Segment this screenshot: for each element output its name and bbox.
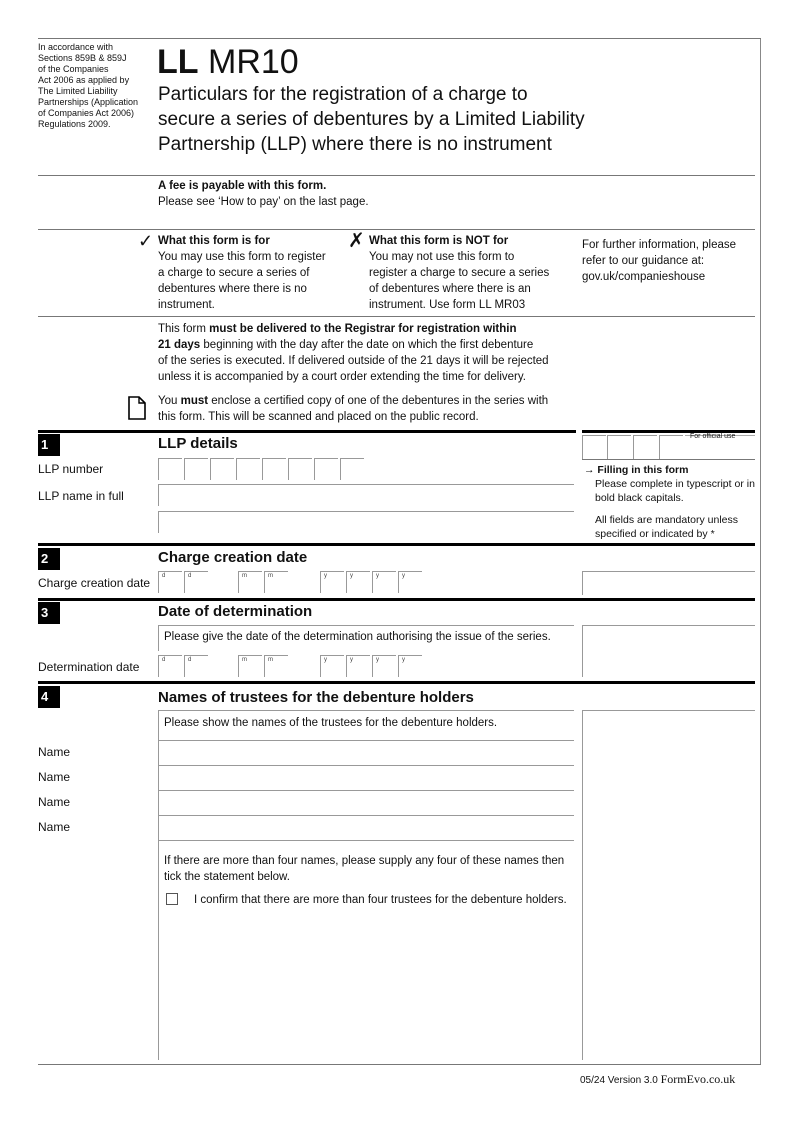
legal-note-line: of Companies Act 2006) [38, 108, 135, 118]
section-title: LLP details [158, 435, 238, 452]
date-day-cell[interactable] [158, 655, 182, 677]
section-rule [38, 430, 576, 433]
page-bottom-border [38, 1064, 761, 1065]
llp-number-cell[interactable] [288, 458, 312, 480]
llp-number-cell[interactable] [158, 458, 182, 480]
trustee-name-label: Name [38, 795, 71, 809]
cell-hint: m [242, 573, 247, 579]
form-code-number: MR10 [208, 43, 299, 81]
filling-line: bold black capitals. [595, 492, 684, 504]
enclose-text: You [158, 395, 181, 407]
form-title-line: Particulars for the registration of a charge to [158, 84, 528, 105]
sidebar-box [582, 710, 755, 1060]
official-use-box [633, 435, 657, 459]
charge-creation-date-label: Charge creation date [38, 576, 151, 590]
section-number: 2 [38, 548, 60, 570]
what-for-line: debentures where there is no [158, 283, 307, 295]
fee-text: Please see ‘How to pay’ on the last page. [158, 196, 369, 208]
legal-note-line: of the Companies [38, 64, 109, 74]
form-code [157, 42, 299, 82]
form-prefix: LL [157, 43, 199, 81]
official-use-box [582, 435, 606, 459]
fee-notice [158, 178, 369, 210]
trustee-name-label: Name [38, 745, 71, 759]
footer-brand: FormEvo.co.uk [660, 1072, 736, 1086]
what-not-for-line: You may not use this form to [369, 251, 515, 263]
section-rule [38, 543, 755, 546]
llp-number-cell[interactable] [236, 458, 260, 480]
llp-name-field[interactable] [158, 484, 574, 506]
delivery-text: unless it is accompanied by a court order extending the time for delivery. [158, 371, 526, 383]
cell-hint: d [188, 657, 192, 663]
trustee-name-label: Name [38, 770, 71, 784]
llp-number-cell[interactable] [184, 458, 208, 480]
date-year-cell[interactable] [398, 655, 422, 677]
divider [38, 229, 755, 230]
legal-note-line: Sections 859B & 859J [38, 53, 127, 63]
legal-note-line: The Limited Liability [38, 86, 118, 96]
footer-version: 05/24 Version 3.0 [580, 1075, 658, 1086]
date-month-cell[interactable] [264, 655, 288, 677]
llp-name-label: LLP name in full [38, 489, 124, 503]
date-year-cell[interactable] [346, 655, 370, 677]
legal-note-line: Act 2006 as applied by [38, 75, 130, 85]
cell-hint: d [162, 573, 166, 579]
more-trustees-line: If there are more than four names, please supply any four of these names then [164, 855, 565, 867]
what-not-for-line: instrument. Use form LL MR03 [369, 299, 526, 311]
more-trustees-text [164, 853, 564, 885]
sidebar-box [582, 625, 755, 677]
delivery-text: beginning with the day after the date on which the first debenture [200, 339, 534, 351]
what-for-heading: What this form is for [158, 235, 270, 247]
cell-hint: y [402, 573, 405, 579]
document-icon [128, 396, 146, 420]
official-use-box [607, 435, 631, 459]
divider [38, 316, 755, 317]
guidance-line: For further information, please [582, 239, 737, 251]
legal-note-line: In accordance with [38, 42, 114, 52]
date-month-cell[interactable] [264, 571, 288, 593]
what-for [158, 233, 326, 313]
section-instruction: Please give the date of the determination authorising the issue of the series. [164, 631, 551, 643]
enclose-bold: must [180, 395, 209, 407]
determination-date-label: Determination date [38, 660, 140, 674]
trustee-name-field-4[interactable] [158, 815, 574, 840]
section-number: 4 [38, 686, 60, 708]
guidance-line: gov.uk/companieshouse [582, 271, 706, 283]
cell-hint: y [376, 573, 379, 579]
legal-note-line: Regulations 2009. [38, 119, 111, 129]
what-for-line: instrument. [158, 299, 215, 311]
cell-hint: m [268, 657, 273, 663]
divider [582, 459, 755, 460]
section-number: 1 [38, 434, 60, 456]
date-day-cell[interactable] [184, 571, 208, 593]
trustee-name-field-3[interactable] [158, 790, 574, 815]
form-title-line: Partnership (LLP) where there is no instrument [158, 134, 552, 155]
cell-hint: d [188, 573, 192, 579]
confirm-checkbox[interactable] [166, 893, 178, 905]
form-title-line: secure a series of debentures by a Limited Liability [158, 109, 585, 130]
llp-number-cell[interactable] [262, 458, 286, 480]
guidance-note [582, 237, 736, 285]
llp-number-label: LLP number [38, 462, 104, 476]
llp-number-cell[interactable] [210, 458, 234, 480]
official-use-label: For official use [690, 433, 736, 440]
llp-number-cell[interactable] [314, 458, 338, 480]
date-month-cell[interactable] [238, 571, 262, 593]
cell-hint: d [162, 657, 166, 663]
date-month-cell[interactable] [238, 655, 262, 677]
cell-hint: y [324, 657, 327, 663]
date-year-cell[interactable] [398, 571, 422, 593]
enclose-text: enclose a certified copy of one of the debentures in the series with [208, 395, 549, 407]
sidebar-box [582, 571, 755, 595]
what-not-for-line: of debentures where there is an [369, 283, 531, 295]
what-for-line: You may use this form to register [158, 251, 326, 263]
page-top-border [38, 38, 761, 39]
section-title: Names of trustees for the debenture holders [158, 689, 474, 706]
delivery-bold: must be delivered to the Registrar for registration within [209, 323, 517, 335]
form-title [158, 82, 585, 157]
cell-hint: y [350, 573, 353, 579]
trustee-name-field-2[interactable] [158, 765, 574, 790]
date-year-cell[interactable] [372, 571, 396, 593]
mandatory-line: specified or indicated by * [595, 528, 715, 540]
trustee-name-label: Name [38, 820, 71, 834]
cell-hint: y [376, 657, 379, 663]
delivery-text: This form [158, 323, 210, 335]
what-not-for [369, 233, 549, 313]
cell-hint: y [402, 657, 405, 663]
divider [38, 175, 755, 176]
date-year-cell[interactable] [346, 571, 370, 593]
delivery-text: of the series is executed. If delivered outside of the 21 days it will be rejected [158, 355, 549, 367]
fee-heading: A fee is payable with this form. [158, 180, 327, 192]
legal-note-line: Partnerships (Application [38, 97, 139, 107]
guidance-line: refer to our guidance at: [582, 255, 705, 267]
cell-hint: m [242, 657, 247, 663]
section-title: Charge creation date [158, 549, 308, 566]
trustee-name-field-1[interactable] [158, 740, 574, 765]
filling-heading: Filling in this form [597, 464, 689, 476]
section-rule [38, 598, 755, 601]
what-not-for-heading: What this form is NOT for [369, 235, 509, 247]
llp-number-cell[interactable] [340, 458, 364, 480]
date-day-cell[interactable] [158, 571, 182, 593]
date-day-cell[interactable] [184, 655, 208, 677]
official-use-box [659, 435, 683, 459]
llp-name-field-line2[interactable] [158, 511, 574, 533]
more-trustees-line: tick the statement below. [164, 871, 290, 883]
section-title: Date of determination [158, 603, 313, 620]
confirm-label: I confirm that there are more than four trustees for the debenture holders. [194, 894, 567, 906]
date-year-cell[interactable] [320, 571, 344, 593]
enclose-notice [158, 393, 548, 425]
page-right-border [760, 38, 761, 1064]
section-instruction: Please show the names of the trustees for the debenture holders. [164, 717, 498, 729]
cross-icon: ✗ [348, 230, 365, 252]
section-rule [38, 681, 755, 684]
enclose-text: this form. This will be scanned and placed on the public record. [158, 411, 479, 423]
what-for-line: a charge to secure a series of [158, 267, 310, 279]
cell-hint: y [324, 573, 327, 579]
cell-hint: y [350, 657, 353, 663]
filling-line: Please complete in typescript or in [595, 478, 755, 490]
cell-hint: m [268, 573, 273, 579]
section-number: 3 [38, 602, 60, 624]
date-year-cell[interactable] [320, 655, 344, 677]
mandatory-line: All fields are mandatory unless [595, 514, 738, 526]
legal-note [38, 42, 148, 130]
arrow-right-icon: → [584, 464, 598, 476]
delivery-notice [158, 321, 549, 385]
check-icon: ✓ [138, 231, 154, 251]
footer [580, 1072, 735, 1087]
filling-notes [584, 463, 755, 541]
date-year-cell[interactable] [372, 655, 396, 677]
what-not-for-line: register a charge to secure a series [369, 267, 550, 279]
delivery-bold: 21 days [158, 339, 201, 351]
